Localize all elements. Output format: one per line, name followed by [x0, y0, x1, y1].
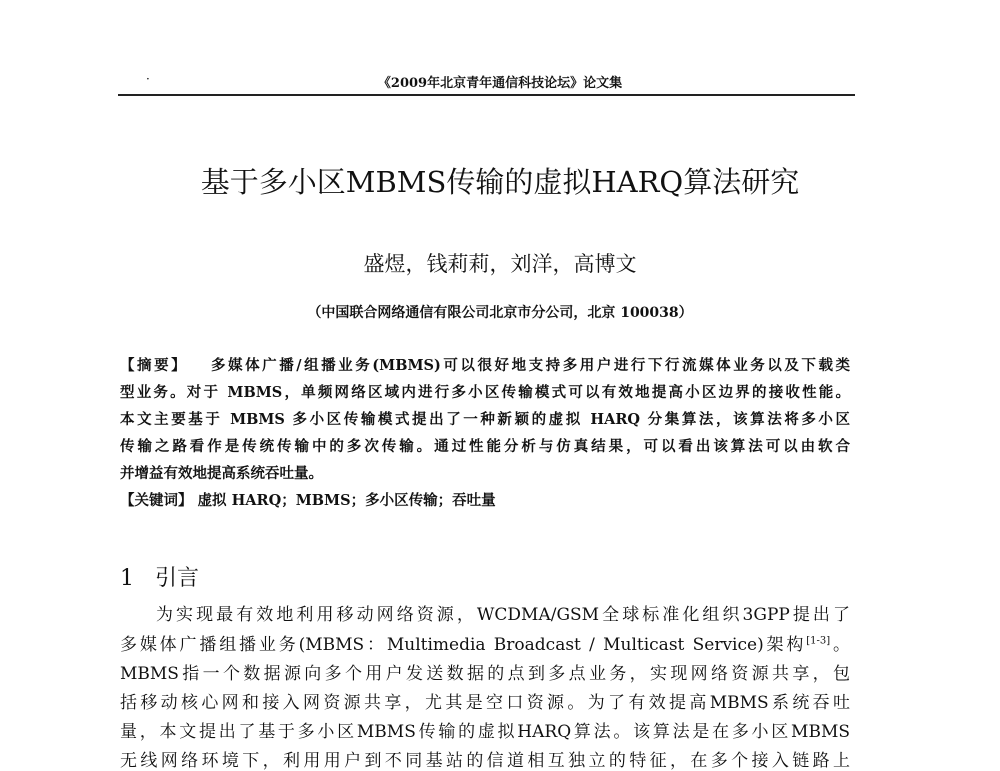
citation: [1-3] [806, 635, 831, 647]
abstract-line: 本文主要基于 MBMS 多小区传输模式提出了一种新颖的虚拟 HARQ 分集算法，该算法将多小区 [120, 411, 850, 428]
authors: 盛煜，钱莉莉，刘洋，高博文 [363, 252, 637, 276]
body-line: MBMS指一个数据源向多个用户发送数据的点到多点业务，实现网络资源共享，包 [120, 664, 850, 684]
abstract-line: 型业务。对于 MBMS，单频网络区域内进行多小区传输模式可以有效地提高小区边界的接收性能。 [120, 384, 850, 401]
body-line: 多媒体广播组播业务(MBMS：Multimedia Broadcast / Multicast Service)架构[1-3]。 [120, 635, 850, 655]
abstract-line: 并增益有效地提高系统吞吐量。 [120, 465, 323, 482]
header-rule [118, 94, 855, 96]
body-line: 为实现最有效地利用移动网络资源，WCDMA/GSM全球标准化组织3GPP提出了 [156, 605, 850, 625]
keywords-text: 虚拟 HARQ；MBMS；多小区传输；吞吐量 [197, 492, 496, 509]
running-header: 《2009年北京青年通信科技论坛》论文集 [377, 76, 623, 91]
section-heading: 1 引言 [120, 566, 199, 591]
body-line: 量，本文提出了基于多小区MBMS传输的虚拟HARQ算法。该算法是在多小区MBMS [120, 722, 850, 742]
abstract-line: 【摘要】 多媒体广播/组播业务(MBMS)可以很好地支持多用户进行下行流媒体业务以及下载类 [120, 357, 851, 374]
abstract-line: 传输之路看作是传统传输中的多次传输。通过性能分析与仿真结果，可以看出该算法可以由软合 [120, 438, 850, 455]
scan-mark: · [146, 72, 150, 86]
body-line: 无线网络环境下，利用用户到不同基站的信道相互独立的特征，在多个接入链路上 [120, 751, 850, 771]
paper-title: 基于多小区MBMS传输的虚拟HARQ算法研究 [200, 165, 800, 199]
keywords-label: 【关键词】 [120, 492, 193, 509]
body-line: 括移动核心网和接入网资源共享，尤其是空口资源。为了有效提高MBMS系统吞吐 [120, 693, 850, 713]
abstract-label: 【摘要】 [120, 357, 189, 374]
affiliation: （中国联合网络通信有限公司北京市分公司，北京 100038） [307, 305, 693, 321]
keywords [120, 489, 850, 510]
